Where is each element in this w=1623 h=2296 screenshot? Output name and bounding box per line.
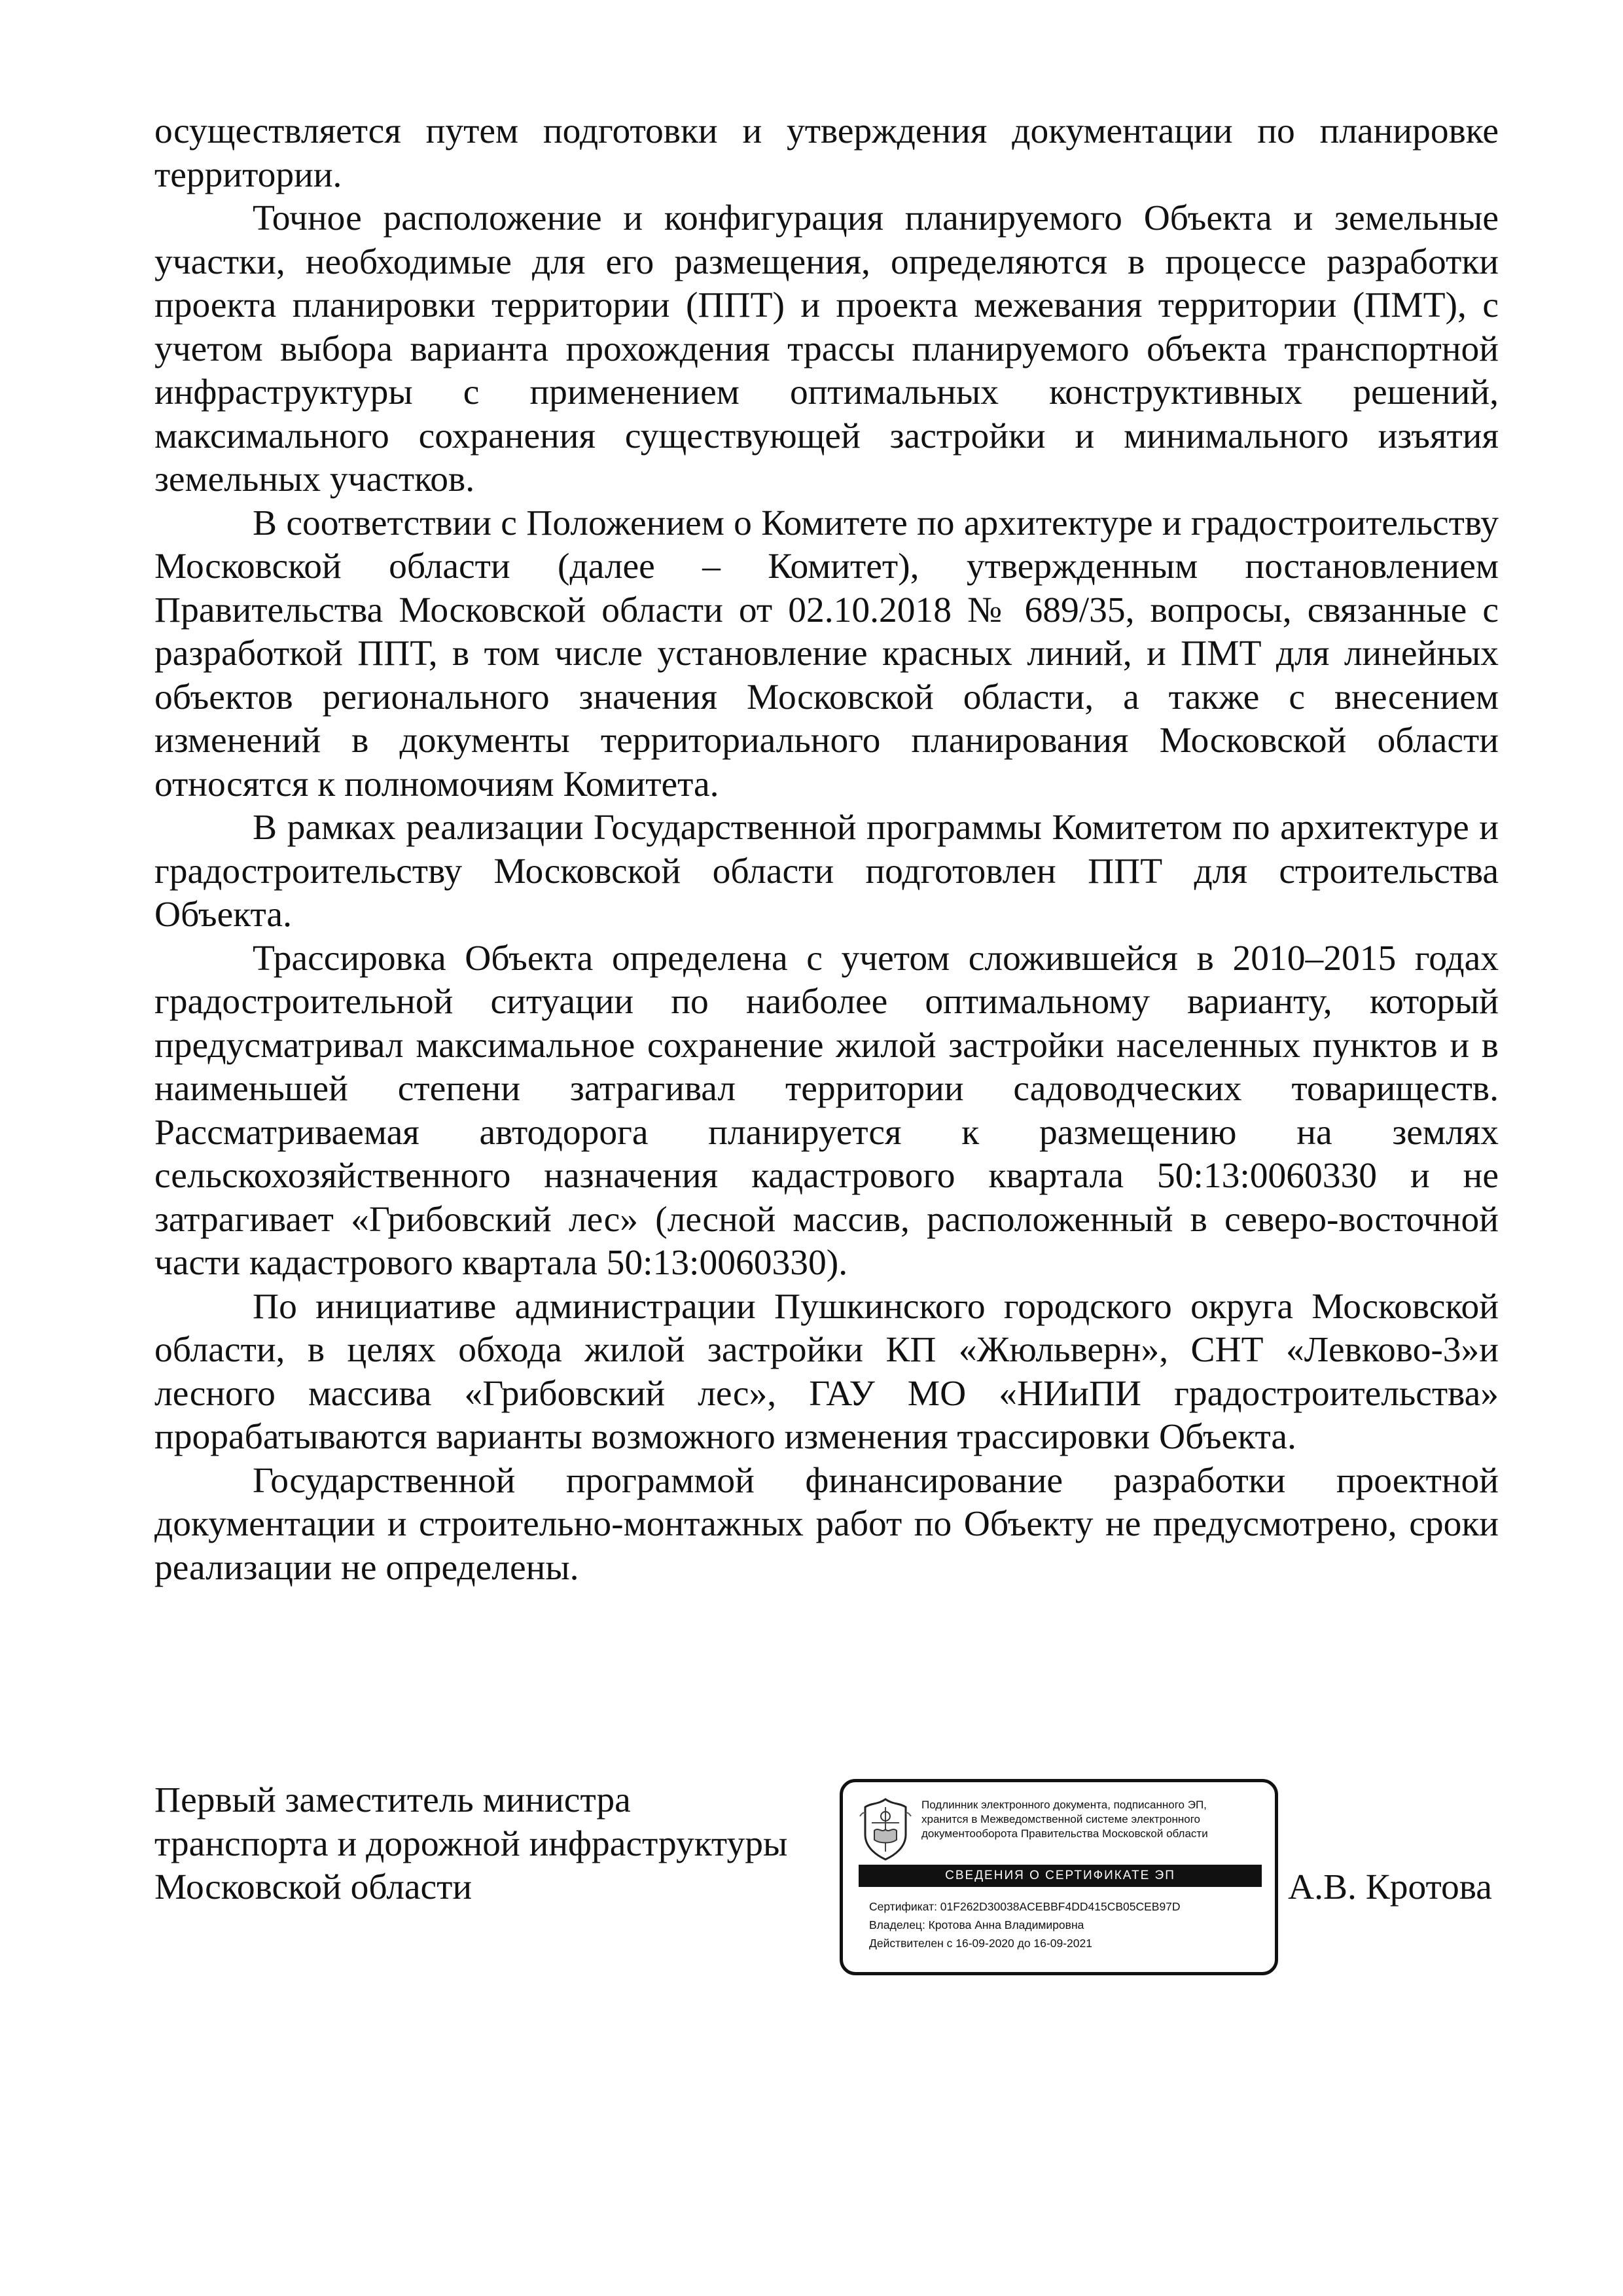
stamp-note-line: Подлинник электронного документа, подписанного ЭП, <box>921 1799 1207 1811</box>
paragraph-object-location: Точное расположение и конфигурация планируемого Объекта и земельные участки, необходимые для его размещения, определяются в процессе разработки проекта планировки территории (ППТ) и проекта межевания территории (ПМТ), с учетом выбора варианта прохождения трассы планируемого объекта транспортной инфраструктуры с применением оптимальных конструктивных решений, максимального сохранения существующей застройки и минимального изъятия земельных участков. <box>154 198 1499 499</box>
electronic-signature-stamp <box>840 1779 1278 1975</box>
paragraph-committee-regulation: В соответствии с Положением о Комитете по архитектуре и градостроительству Московской области (далее – Комитет), утвержденным постановлением Правительства Московской области от 02.10.2018 № 689/35, вопросы, связанные с разработкой ППТ, в том числе установление красных линий, и ПМТ для линейных объектов регионального значения Московской области, а также с внесением изменений в документы территориального планирования Московской области относятся к полномочиям Комитета. <box>154 503 1499 804</box>
signer-name: А.В. Кротова <box>1288 1867 1492 1907</box>
paragraph-route-tracing: Трассировка Объекта определена с учетом сложившейся в 2010–2015 годах градостроительной ситуации по наиболее оптимальному варианту, который предусматривал максимальное сохранение жилой застройки населенных пунктов и в наименьшей степени затрагивал территории садоводческих товариществ. Рассматриваемая автодорога планируется к размещению на землях сельскохозяйственного назначения кадастрового квартала 50:13:0060330 и не затрагивает «Грибовский лес» (лесной массив, расположенный в северо-восточной части кадастрового квартала 50:13:0060330). <box>154 938 1499 1283</box>
document-body <box>154 110 1499 1590</box>
signatory-position <box>154 1779 835 1910</box>
certificate-header: СВЕДЕНИЯ О СЕРТИФИКАТЕ ЭП <box>859 1865 1262 1887</box>
stamp-note-line: документооборота Правительства Московской области <box>921 1827 1208 1840</box>
paragraph-financing: Государственной программой финансирование разработки проектной документации и строительно-монтажных работ по Объекту не предусмотрено, сроки реализации не определены. <box>154 1460 1499 1588</box>
certificate-number: Сертификат: 01F262D30038ACEBBF4DD415CB05CEB97D <box>869 1900 1181 1913</box>
paragraph-state-program: В рамках реализации Государственной программы Комитетом по архитектуре и градостроительству Московской области подготовлен ППТ для строительства Объекта. <box>154 808 1499 935</box>
certificate-validity: Действителен с 16-09-2020 до 16-09-2021 <box>869 1937 1092 1950</box>
stamp-note <box>921 1798 1268 1841</box>
coat-of-arms-icon <box>859 1797 912 1862</box>
paragraph-continuation: осуществляется путем подготовки и утверждения документации по планировке территории. <box>154 111 1499 195</box>
paragraph-administration-initiative: По инициативе администрации Пушкинского городского округа Московской области, в целях обхода жилой застройки КП «Жюльверн», СНТ «Левково-3»и лесного массива «Грибовский лес», ГАУ МО «НИиПИ градостроительства» прорабатываются варианты возможного изменения трассировки Объекта. <box>154 1286 1499 1457</box>
signatory-position-line: Московской области <box>154 1867 473 1907</box>
stamp-note-line: хранится в Межведомственной системе электронного <box>921 1813 1200 1825</box>
certificate-owner: Владелец: Кротова Анна Владимировна <box>869 1918 1084 1931</box>
signatory-position-line: транспорта и дорожной инфраструктуры <box>154 1823 788 1864</box>
certificate-details <box>869 1897 1268 1952</box>
signatory-position-line: Первый заместитель министра <box>154 1780 631 1820</box>
